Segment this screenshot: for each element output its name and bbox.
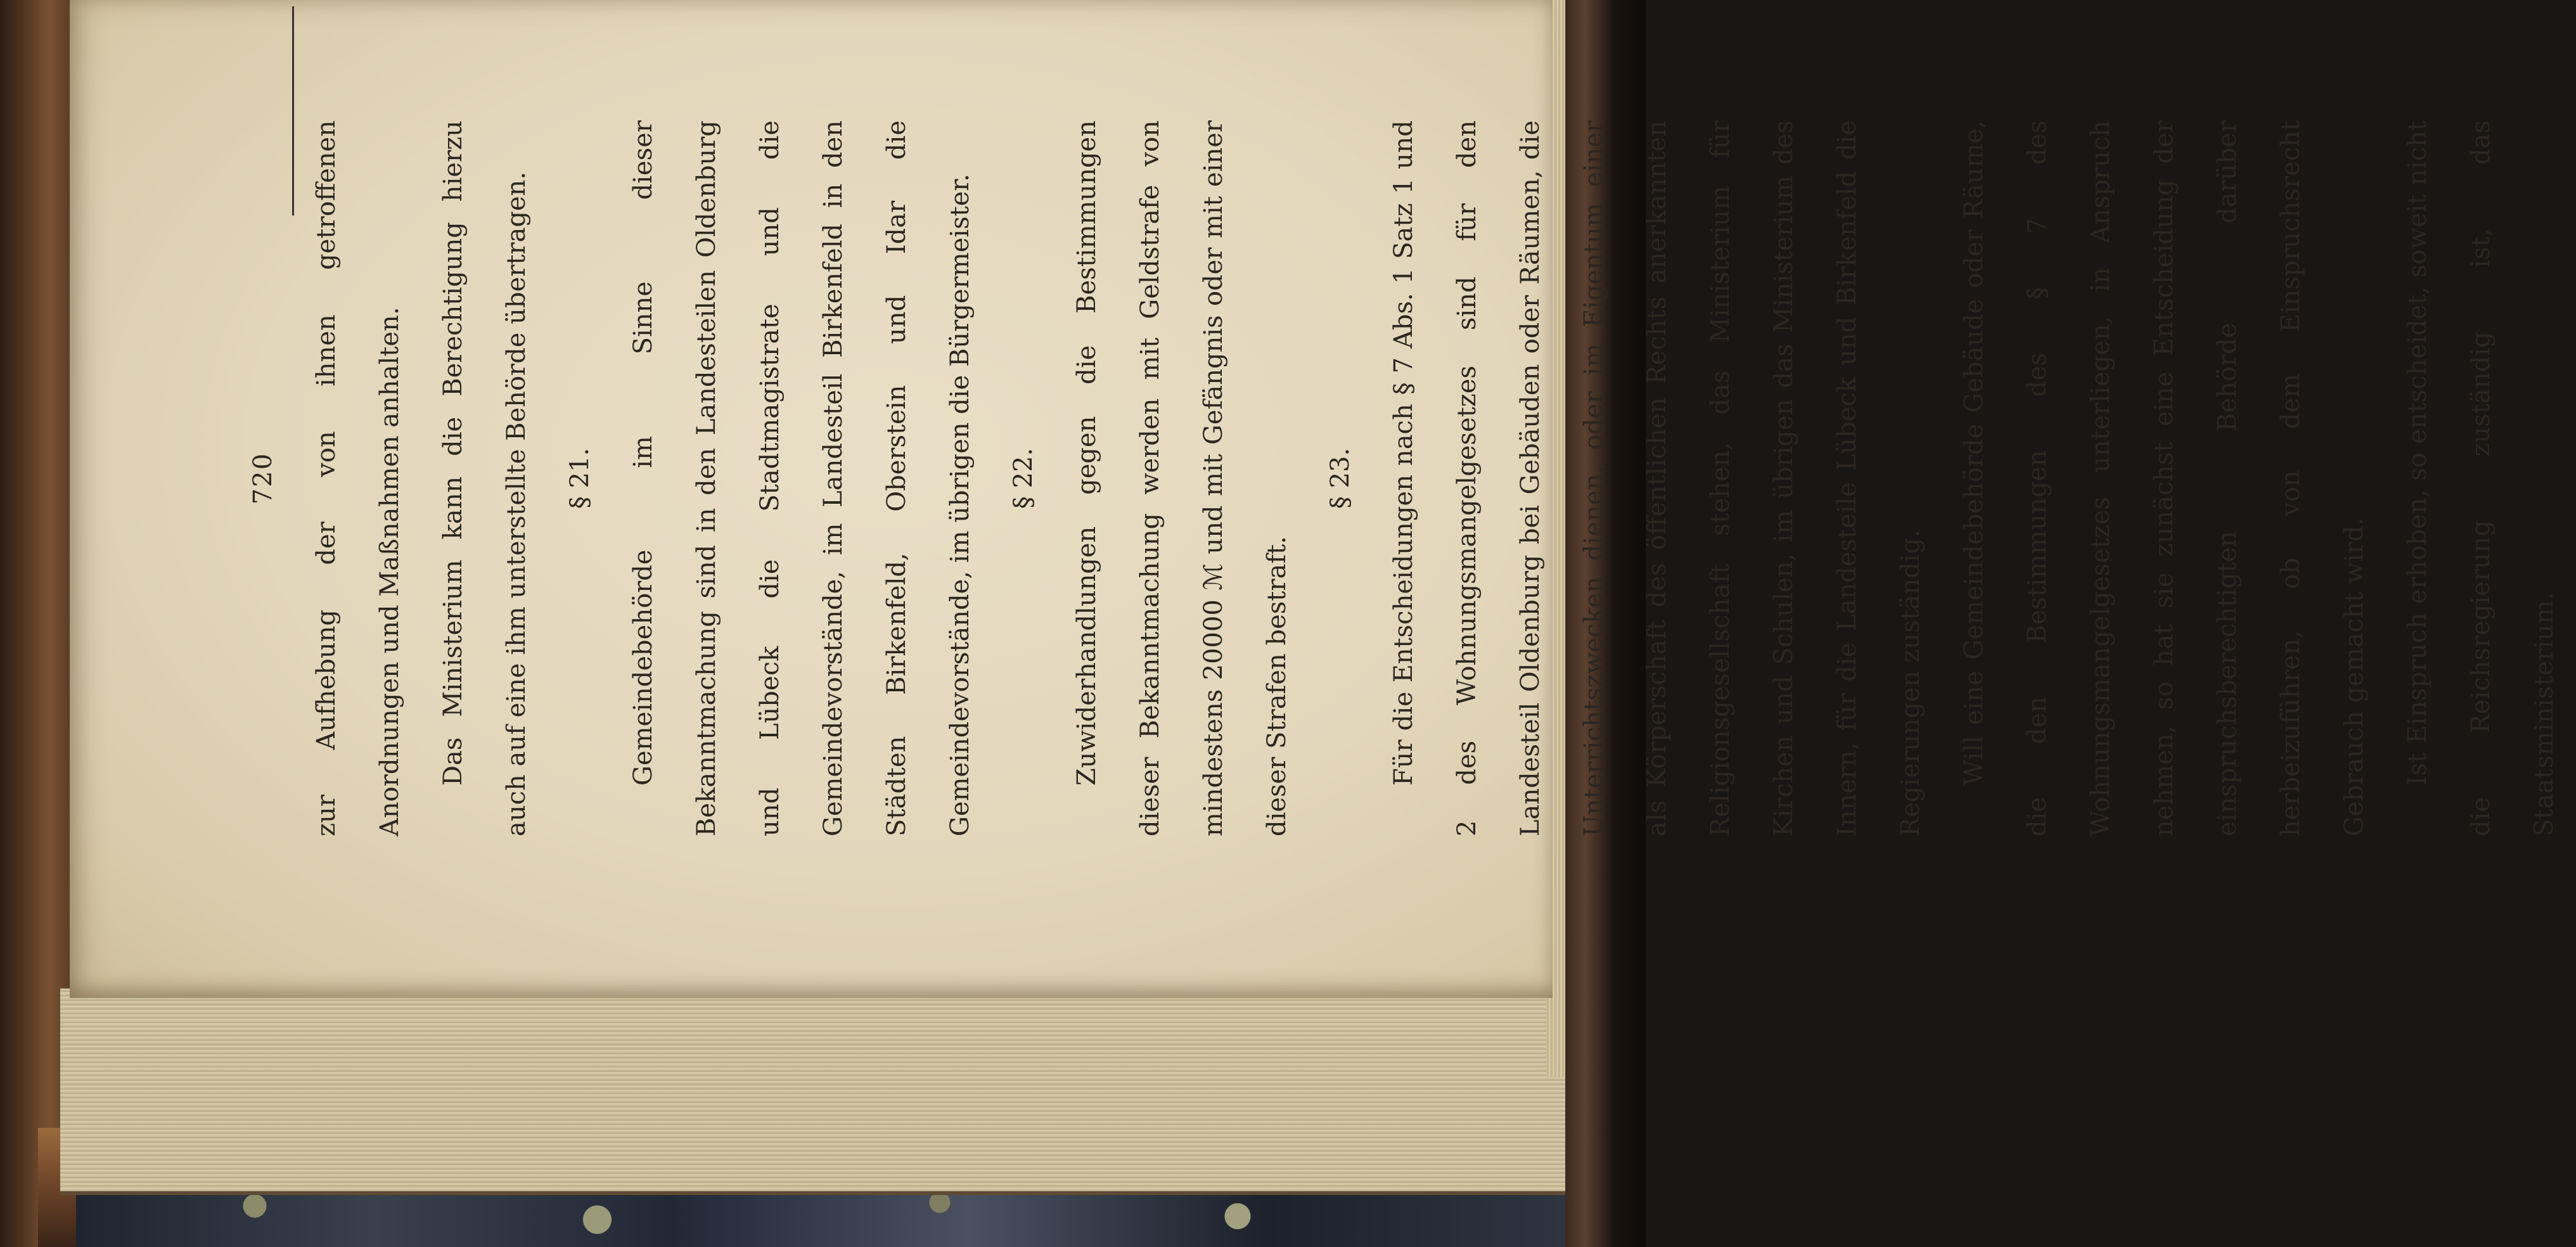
paragraph-section-23-a: Für die Entscheidungen nach § 7 Abs. 1 Satz 1 und 2 des Wohnungsmangelgesetzes sind für den Landesteil Oldenburg bei Gebäuden oder Räumen, die Unterrichtszwecken dienen, oder im Eigentum einer als Körperschaft des öffentlichen Rechts anerkannten Religionsgesellschaft stehen, das Ministerium für Kirchen und Schulen, im übrigen das Ministerium des Innern, für die Landesteile Lübeck und Birkenfeld die Regierungen zuständig. (1389, 120, 1925, 836)
section-heading-21: § 21. (565, 447, 594, 509)
page-text-block (231, 120, 2559, 836)
paragraph-section-22: Zuwiderhandlungen gegen die Bestimmungen dieser Bekanntmachung werden mit Geldstrafe von mindestens 20000 ℳ und mit Gefängnis oder mit einer dieser Strafen bestraft. (1072, 120, 1291, 836)
printed-page (70, 0, 2559, 998)
paragraph-section-23-c: Ist Einspruch erhoben, so entscheidet, soweit nicht die Reichsregierung zuständig ist, das Staatsministerium. (2403, 120, 2559, 836)
page-block-edges (60, 988, 1581, 1195)
paragraph-section-21: Gemeindebehörde im Sinne dieser Bekanntmachung sind in den Landesteilen Oldenburg und Lübeck die Stadtmagistrate und die Gemeindevorstände, im Landesteil Birkenfeld in den Städten Birkenfeld, Oberstein und Idar die Gemeindevorstände, im übrigen die Bürgermeister. (629, 120, 975, 836)
page-number: 720 (248, 452, 278, 505)
section-heading-23: § 23. (1326, 447, 1355, 509)
paragraph-ministerium: Das Ministerium kann die Berechtigung hierzu auch auf eine ihm unterstellte Behörde übertragen. (439, 120, 531, 836)
paragraph-section-23-b: Will eine Gemeindebehörde Gebäude oder Räume, die den Bestimmungen des § 7 des Wohnungsmangelgesetzes unterliegen, in Anspruch nehmen, so hat sie zunächst eine Entscheidung der einspruchsberechtigten Behörde darüber herbeizuführen, ob von dem Einspruchsrecht Gebrauch gemacht wird. (1959, 120, 2369, 836)
section-heading-22: § 22. (1009, 447, 1038, 509)
page-header (231, 120, 295, 836)
paragraph-continuation: zur Aufhebung der von ihnen getroffenen Anordnungen und Maßnahmen anhalten. (312, 120, 404, 836)
header-rule (292, 6, 294, 215)
